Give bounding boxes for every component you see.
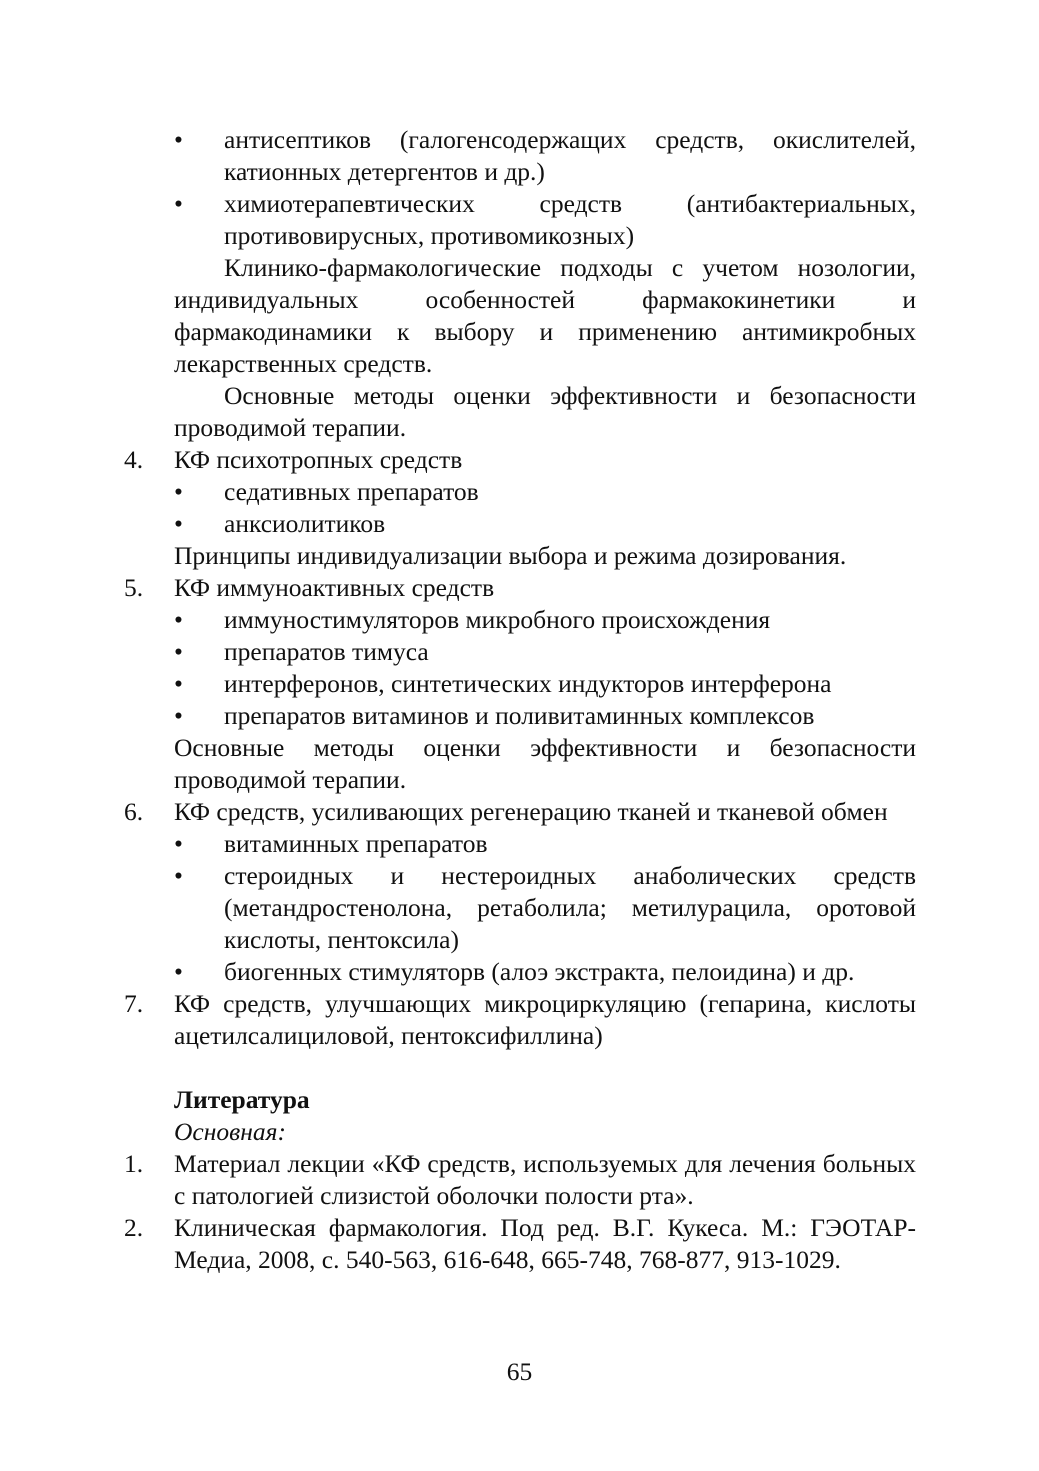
numbered-item xyxy=(124,444,916,476)
note-text: Основные методы оценки эффективности и безопасности проводимой терапии. xyxy=(174,733,916,794)
literature-text: Материал лекции «КФ средств, используемых для лечения больных с патологией слизистой оболочки полости рта». xyxy=(174,1149,916,1210)
bullet-item xyxy=(174,860,916,956)
bullet-item xyxy=(174,668,916,700)
item-title: КФ средств, усиливающих регенерацию тканей и тканевой обмен xyxy=(174,797,888,826)
bullet-text: анксиолитиков xyxy=(224,509,386,538)
bullet-icon: • xyxy=(174,605,183,634)
bullet-icon: • xyxy=(174,957,183,986)
bullet-text: иммуностимуляторов микробного происхождения xyxy=(224,605,771,634)
literature-heading: Литература xyxy=(174,1085,310,1114)
page-content xyxy=(124,124,916,1276)
bullet-icon: • xyxy=(174,829,183,858)
bullet-icon: • xyxy=(174,189,183,218)
bullet-text: стероидных и нестероидных анаболических средств (метандростенолона, ретаболила; метилурацила, оротовой кислоты, пентоксила) xyxy=(224,861,916,954)
bullet-icon: • xyxy=(174,477,183,506)
item-number: 2. xyxy=(124,1213,144,1242)
bullet-item xyxy=(174,508,916,540)
bullet-item xyxy=(174,636,916,668)
bullet-item xyxy=(174,700,916,732)
item-title: КФ средств, улучшающих микроциркуляцию (гепарина, кислоты ацетилсалициловой, пентоксифиллина) xyxy=(174,989,916,1050)
literature-subheading: Основная: xyxy=(174,1117,286,1146)
numbered-item xyxy=(124,572,916,604)
bullet-text: препаратов витаминов и поливитаминных комплексов xyxy=(224,701,815,730)
item-number: 4. xyxy=(124,445,144,474)
bullet-icon: • xyxy=(174,637,183,666)
bullet-text: интерферонов, синтетических индукторов интерферона xyxy=(224,669,832,698)
item-number: 6. xyxy=(124,797,144,826)
numbered-item xyxy=(124,796,916,828)
bullet-text: химиотерапевтических средств (антибактериальных, противовирусных, противомикозных) xyxy=(224,189,916,250)
bullet-item xyxy=(174,604,916,636)
bullet-text: седативных препаратов xyxy=(224,477,479,506)
note-text: Принципы индивидуализации выбора и режима дозирования. xyxy=(174,541,847,570)
bullet-text: витаминных препаратов xyxy=(224,829,488,858)
bullet-icon: • xyxy=(174,669,183,698)
bullet-text: биогенных стимуляторв (алоэ экстракта, пелоидина) и др. xyxy=(224,957,855,986)
item-number: 1. xyxy=(124,1149,144,1178)
bullet-item xyxy=(174,828,916,860)
numbered-item xyxy=(124,988,916,1052)
bullet-item xyxy=(174,956,916,988)
bullet-item xyxy=(174,476,916,508)
bullet-text: антисептиков (галогенсодержащих средств, окислителей, катионных детергентов и др.) xyxy=(224,125,916,186)
paragraph: Основные методы оценки эффективности и безопасности проводимой терапии. xyxy=(174,381,916,442)
literature-item xyxy=(124,1212,916,1276)
bullet-item xyxy=(174,124,916,188)
bullet-item xyxy=(174,188,916,252)
item-title: КФ психотропных средств xyxy=(174,445,463,474)
bullet-icon: • xyxy=(174,861,183,890)
bullet-icon: • xyxy=(174,509,183,538)
literature-text: Клиническая фармакология. Под ред. В.Г. Кукеса. М.: ГЭОТАР-Медиа, 2008, с. 540-563, 616-648, 665-748, 768-877, 913-1029. xyxy=(174,1213,916,1274)
bullet-text: препаратов тимуса xyxy=(224,637,429,666)
paragraph: Клинико-фармакологические подходы с учетом нозологии, индивидуальных особенностей фармакокинетики и фармакодинамики к выбору и применению антимикробных лекарственных средств. xyxy=(174,253,916,378)
item-number: 5. xyxy=(124,573,144,602)
item-number: 7. xyxy=(124,989,144,1018)
item-title: КФ иммуноактивных средств xyxy=(174,573,495,602)
page-number: 65 xyxy=(506,1357,533,1386)
literature-item xyxy=(124,1148,916,1212)
bullet-icon: • xyxy=(174,125,183,154)
bullet-icon: • xyxy=(174,701,183,730)
